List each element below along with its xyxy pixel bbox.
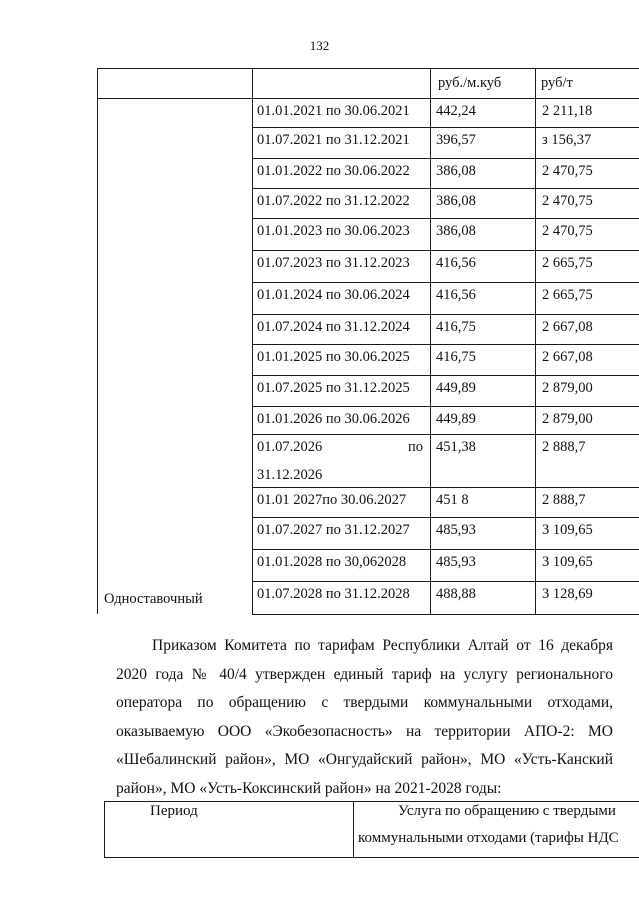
period-cell: 01.01.2026 по 30.06.2026 [257, 411, 410, 427]
table-border [252, 218, 639, 219]
table-border [104, 857, 639, 858]
table-border [252, 487, 639, 488]
service-header-line: коммунальными отходами (тарифы НДС [358, 830, 619, 846]
table-border [535, 68, 536, 614]
rate-per-m3-cell: 449,89 [436, 411, 476, 427]
table-border [97, 68, 98, 614]
table-border [252, 127, 639, 128]
rate-per-t-cell: 2 888,7 [542, 439, 586, 455]
period-cell: 01.07.2023 по 31.12.2023 [257, 255, 410, 271]
table-border [252, 158, 639, 159]
service-header-line: Услуга по обращению с твердыми [398, 803, 616, 819]
table-border [252, 614, 639, 615]
rate-per-m3-cell: 449,89 [436, 380, 476, 396]
period-cell: 01.07.2027 по 31.12.2027 [257, 522, 410, 538]
table-border [252, 344, 639, 345]
period-cell: 01.07.2022 по 31.12.2022 [257, 193, 410, 209]
page-number: 132 [309, 38, 330, 53]
rate-per-t-cell: 2 470,75 [542, 223, 593, 239]
paragraph-line: 2020 года № 40/4 утвержден единый тариф на услугу регионального [116, 665, 613, 683]
unit-header-t: руб/т [541, 75, 573, 91]
paragraph-line: Приказом Комитета по тарифам Республики Алтай от 16 декабря [152, 637, 613, 654]
rate-per-m3-cell: 485,93 [436, 522, 476, 538]
rate-per-t-cell: 2 665,75 [542, 287, 593, 303]
period-cell: 01.01.2028 по 30,062028 [257, 554, 407, 570]
rate-per-t-cell: 2 211,18 [542, 103, 593, 119]
rate-per-m3-cell: 442,24 [436, 103, 476, 119]
unit-header-m3: руб./м.куб [438, 75, 502, 91]
table-border [252, 549, 639, 550]
rate-per-m3-cell: 386,08 [436, 163, 476, 179]
period-cell: 31.12.2026 [257, 467, 323, 483]
period-cell: 01.07.2021 по 31.12.2021 [257, 132, 410, 148]
rate-per-m3-cell: 451,38 [436, 439, 476, 455]
period-cell: 01.07.2026 [257, 439, 323, 455]
rate-per-m3-cell: 488,88 [436, 586, 476, 602]
rate-per-m3-cell: 386,08 [436, 223, 476, 239]
period-cell: 01.01 2027по 30.06.2027 [257, 492, 407, 508]
period-cell: по [408, 439, 424, 455]
rate-per-t-cell: 2 888,7 [542, 492, 586, 508]
rate-per-t-cell: 2 667,08 [542, 319, 593, 335]
table-border [252, 375, 639, 376]
rate-per-m3-cell: 416,75 [436, 349, 476, 365]
rate-per-m3-cell: 386,08 [436, 193, 476, 209]
period-header: Период [150, 803, 198, 819]
rate-per-t-cell: з 156,37 [542, 132, 592, 148]
table-border [97, 68, 639, 69]
period-cell: 01.07.2024 по 31.12.2024 [257, 319, 410, 335]
rate-per-t-cell: 2 879,00 [542, 380, 593, 396]
table-border [252, 68, 253, 614]
table-border [252, 282, 639, 283]
rate-per-m3-cell: 485,93 [436, 554, 476, 570]
rate-per-t-cell: 2 665,75 [542, 255, 593, 271]
table-border [252, 314, 639, 315]
period-cell: 01.01.2024 по 30.06.2024 [257, 287, 410, 303]
rate-per-m3-cell: 416,56 [436, 287, 476, 303]
body-paragraph [116, 632, 613, 803]
table-border [97, 98, 639, 99]
table-border [252, 188, 639, 189]
paragraph-line: район», МО «Усть-Коксинский район» на 2021-2028 годы: [116, 779, 502, 797]
period-cell: 01.01.2022 по 30.06.2022 [257, 163, 410, 179]
rate-per-t-cell: 2 470,75 [542, 193, 593, 209]
rate-per-m3-cell: 451 8 [436, 492, 469, 508]
rate-per-m3-cell: 396,57 [436, 132, 476, 148]
table-border [252, 517, 639, 518]
table-border [252, 581, 639, 582]
table-border [252, 250, 639, 251]
paragraph-line: «Шебалинский район», МО «Онгудайский район», МО «Усть-Канский [116, 751, 613, 768]
rate-per-m3-cell: 416,56 [436, 255, 476, 271]
period-cell: 01.07.2028 по 31.12.2028 [257, 586, 410, 602]
table-border [252, 406, 639, 407]
rate-per-m3-cell: 416,75 [436, 319, 476, 335]
rate-per-t-cell: 2 879,00 [542, 411, 593, 427]
table-border [104, 801, 105, 858]
rate-per-t-cell: 2 667,08 [542, 349, 593, 365]
rate-per-t-cell: 3 109,65 [542, 554, 593, 570]
rate-per-t-cell: 3 128,69 [542, 586, 593, 602]
table-border [252, 434, 639, 435]
rate-per-t-cell: 2 470,75 [542, 163, 593, 179]
period-cell: 01.01.2025 по 30.06.2025 [257, 349, 410, 365]
rate-per-t-cell: 3 109,65 [542, 522, 593, 538]
table-border [353, 801, 354, 858]
period-cell: 01.07.2025 по 31.12.2025 [257, 380, 410, 396]
table-border [430, 68, 431, 614]
paragraph-line: оператора по обращению с твердыми коммунальными отходами, [116, 694, 613, 711]
period-cell: 01.01.2023 по 30.06.2023 [257, 223, 410, 239]
period-cell: 01.01.2021 по 30.06.2021 [257, 103, 410, 119]
table-border [104, 801, 639, 802]
paragraph-line: оказываемую ООО «Экобезопасность» на территории АПО-2: МО [116, 722, 613, 740]
tariff-type-label: Одноставочный [104, 591, 203, 607]
